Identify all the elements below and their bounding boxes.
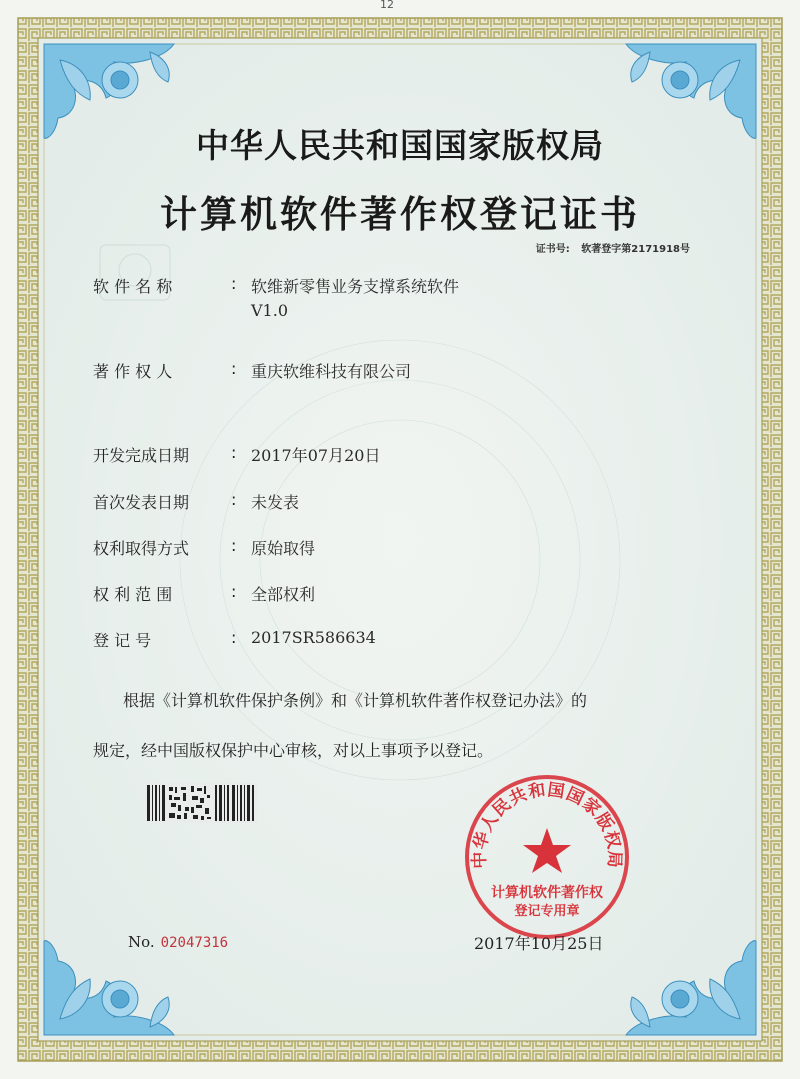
authority-title: 中华人民共和国国家版权局 (196, 126, 604, 165)
registration-no-value: 2017SR586634 (251, 628, 376, 647)
field-rights-scope (93, 582, 315, 605)
field-label (93, 274, 231, 320)
field-label (93, 536, 231, 559)
label-text: 权利取得方式 (93, 539, 190, 558)
colon: : (231, 359, 237, 378)
colon: : (231, 628, 237, 647)
label-text: 权 利 范 围 (93, 585, 173, 604)
field-label (93, 359, 231, 382)
software-version-value: V1.0 (251, 301, 288, 320)
serial-value: 02047316 (160, 935, 229, 951)
label-text: 登 记 号 (93, 631, 152, 650)
seal-inner-line-2: 登记专用章 (514, 904, 580, 919)
certificate-title: 计算机软件著作权登记证书 (160, 193, 640, 236)
colon: : (231, 274, 237, 293)
certificate-number (536, 240, 690, 255)
colon: : (231, 443, 237, 462)
completion-date-value: 2017年07月20日 (251, 446, 381, 465)
serial-label: No. (128, 933, 155, 951)
field-completion-date (93, 443, 380, 466)
software-name-value: 软维新零售业务支撑系统软件 (251, 277, 460, 296)
field-label (93, 582, 231, 605)
issue-date: 2017年10月25日 (474, 934, 604, 953)
seal-ring-text: 中华人民共和国国家版权局 (469, 780, 625, 870)
barcode (145, 783, 257, 823)
statement-line-2: 规定，经中国版权保护中心审核，对以上事项予以登记。 (93, 741, 494, 760)
field-label (93, 628, 231, 651)
label-text: 著 作 权 人 (93, 362, 173, 381)
colon: : (231, 536, 237, 555)
label-text: 开发完成日期 (93, 446, 190, 465)
field-acquisition-method (93, 536, 315, 559)
label-text: 软 件 名 称 (93, 277, 173, 296)
seal-inner-line-1: 计算机软件著作权 (491, 885, 603, 901)
page-mark: 12 (380, 0, 394, 11)
field-registration-no (93, 628, 376, 651)
field-value (251, 274, 459, 320)
serial-number (128, 933, 228, 951)
field-first-publish-date (93, 490, 299, 513)
label-text: 首次发表日期 (93, 493, 190, 512)
statement-line-1: 根据《计算机软件保护条例》和《计算机软件著作权登记办法》的 (123, 691, 588, 710)
field-software-name (93, 274, 459, 320)
copyright-owner-value: 重庆软维科技有限公司 (251, 362, 412, 381)
certificate-number-value: 软著登字第2171918号 (581, 244, 690, 255)
first-publish-date-value: 未发表 (251, 493, 300, 512)
seal-star-icon (523, 828, 571, 873)
rights-scope-value: 全部权利 (251, 585, 316, 604)
acquisition-method-value: 原始取得 (251, 539, 316, 558)
official-seal (462, 772, 632, 942)
field-label (93, 490, 231, 513)
certificate-number-label: 证书号: (535, 244, 570, 255)
colon: : (231, 582, 237, 601)
field-label (93, 443, 231, 466)
colon: : (231, 490, 237, 509)
field-copyright-owner (93, 359, 411, 382)
